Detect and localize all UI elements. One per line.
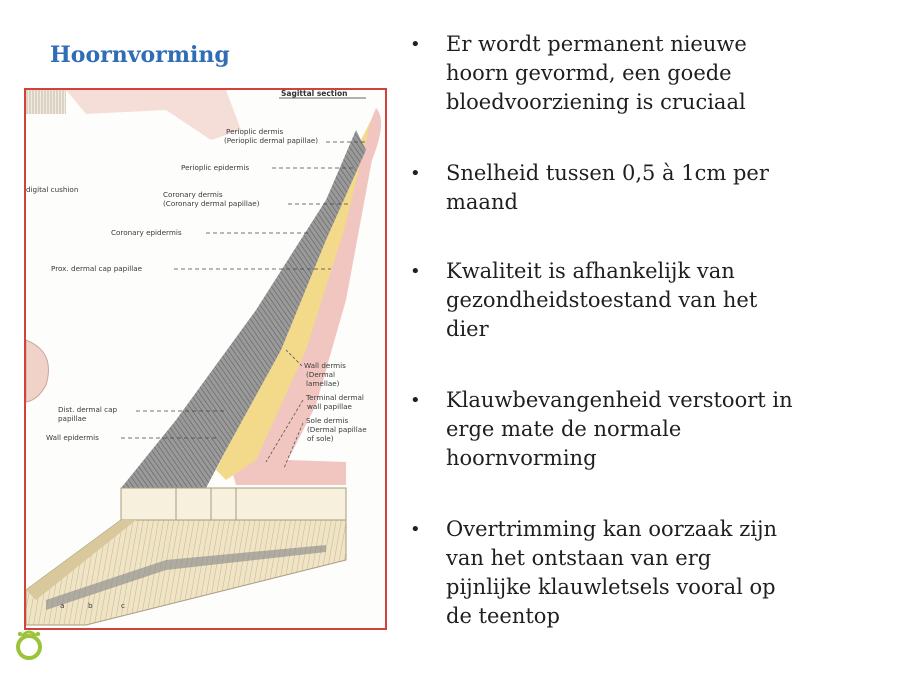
bullet-line: dier xyxy=(446,317,489,341)
claw-section-illustration xyxy=(26,90,385,628)
bullet-line: de teentop xyxy=(446,604,560,628)
label-perioplic-dermis-sub: (Perioplic dermal papillae) xyxy=(224,136,319,145)
label-coronary-dermis: Coronary dermis xyxy=(163,190,223,199)
bullet-line: Klauwbevangenheid verstoort in xyxy=(446,388,793,412)
label-wall-dermis-sub1: (Dermal xyxy=(306,370,335,379)
label-perioplic-dermis: Perioplic dermis xyxy=(226,127,284,136)
label-wall-dermis: Wall dermis xyxy=(304,361,346,370)
label-wall-epidermis: Wall epidermis xyxy=(46,433,99,442)
label-sole-dermis: Sole dermis xyxy=(306,416,349,425)
label-c: c xyxy=(121,601,125,610)
bullet-line: Er wordt permanent nieuwe xyxy=(446,32,747,56)
bullet-list xyxy=(410,30,880,673)
label-digital-cushion: digital cushion xyxy=(26,185,79,194)
bullet-item xyxy=(410,30,880,117)
anatomy-figure xyxy=(24,88,387,630)
leaf-logo-icon xyxy=(12,628,46,662)
bullet-dot-icon: • xyxy=(410,34,421,55)
bullet-dot-icon: • xyxy=(410,163,421,184)
slide-title: Hoornvorming xyxy=(50,42,230,68)
bullet-line: hoornvorming xyxy=(446,446,597,470)
label-sole-dermis-sub2: of sole) xyxy=(307,434,334,443)
bullet-line: Kwaliteit is afhankelijk van xyxy=(446,259,735,283)
label-b: b xyxy=(88,601,93,610)
bullet-item xyxy=(410,386,880,473)
bullet-line: van het ontstaan van erg xyxy=(446,546,712,570)
label-terminal-dermal: Terminal dermal xyxy=(306,393,364,402)
label-prox-cap: Prox. dermal cap papillae xyxy=(51,264,143,273)
label-a: a xyxy=(60,601,65,610)
bullet-line: gezondheidstoestand van het xyxy=(446,288,758,312)
bullet-line: Overtrimming kan oorzaak zijn xyxy=(446,517,778,541)
figure-header: Sagittal section xyxy=(281,90,348,98)
label-dist-cap-sub: papillae xyxy=(58,414,87,423)
bullet-line: erge mate de normale xyxy=(446,417,682,441)
bullet-line: Snelheid tussen 0,5 à 1cm per xyxy=(446,161,769,185)
bullet-line: pijnlijke klauwletsels vooral op xyxy=(446,575,776,599)
bullet-line: bloedvoorziening is cruciaal xyxy=(446,90,746,114)
bullet-line: hoorn gevormd, een goede xyxy=(446,61,732,85)
label-coronary-epidermis: Coronary epidermis xyxy=(111,228,182,237)
bullet-dot-icon: • xyxy=(410,261,421,282)
bullet-line: maand xyxy=(446,190,518,214)
label-perioplic-epidermis: Perioplic epidermis xyxy=(181,163,250,172)
label-dist-cap: Dist. dermal cap xyxy=(58,405,118,414)
bullet-item xyxy=(410,257,880,344)
label-sole-dermis-sub1: (Dermal papillae xyxy=(307,425,367,434)
label-coronary-dermis-sub: (Coronary dermal papillae) xyxy=(163,199,260,208)
bullet-dot-icon: • xyxy=(410,390,421,411)
bullet-item xyxy=(410,159,880,217)
label-terminal-dermal-sub: wall papillae xyxy=(307,402,352,411)
label-wall-dermis-sub2: lamellae) xyxy=(306,379,340,388)
bullet-dot-icon: • xyxy=(410,519,421,540)
bullet-item xyxy=(410,515,880,631)
